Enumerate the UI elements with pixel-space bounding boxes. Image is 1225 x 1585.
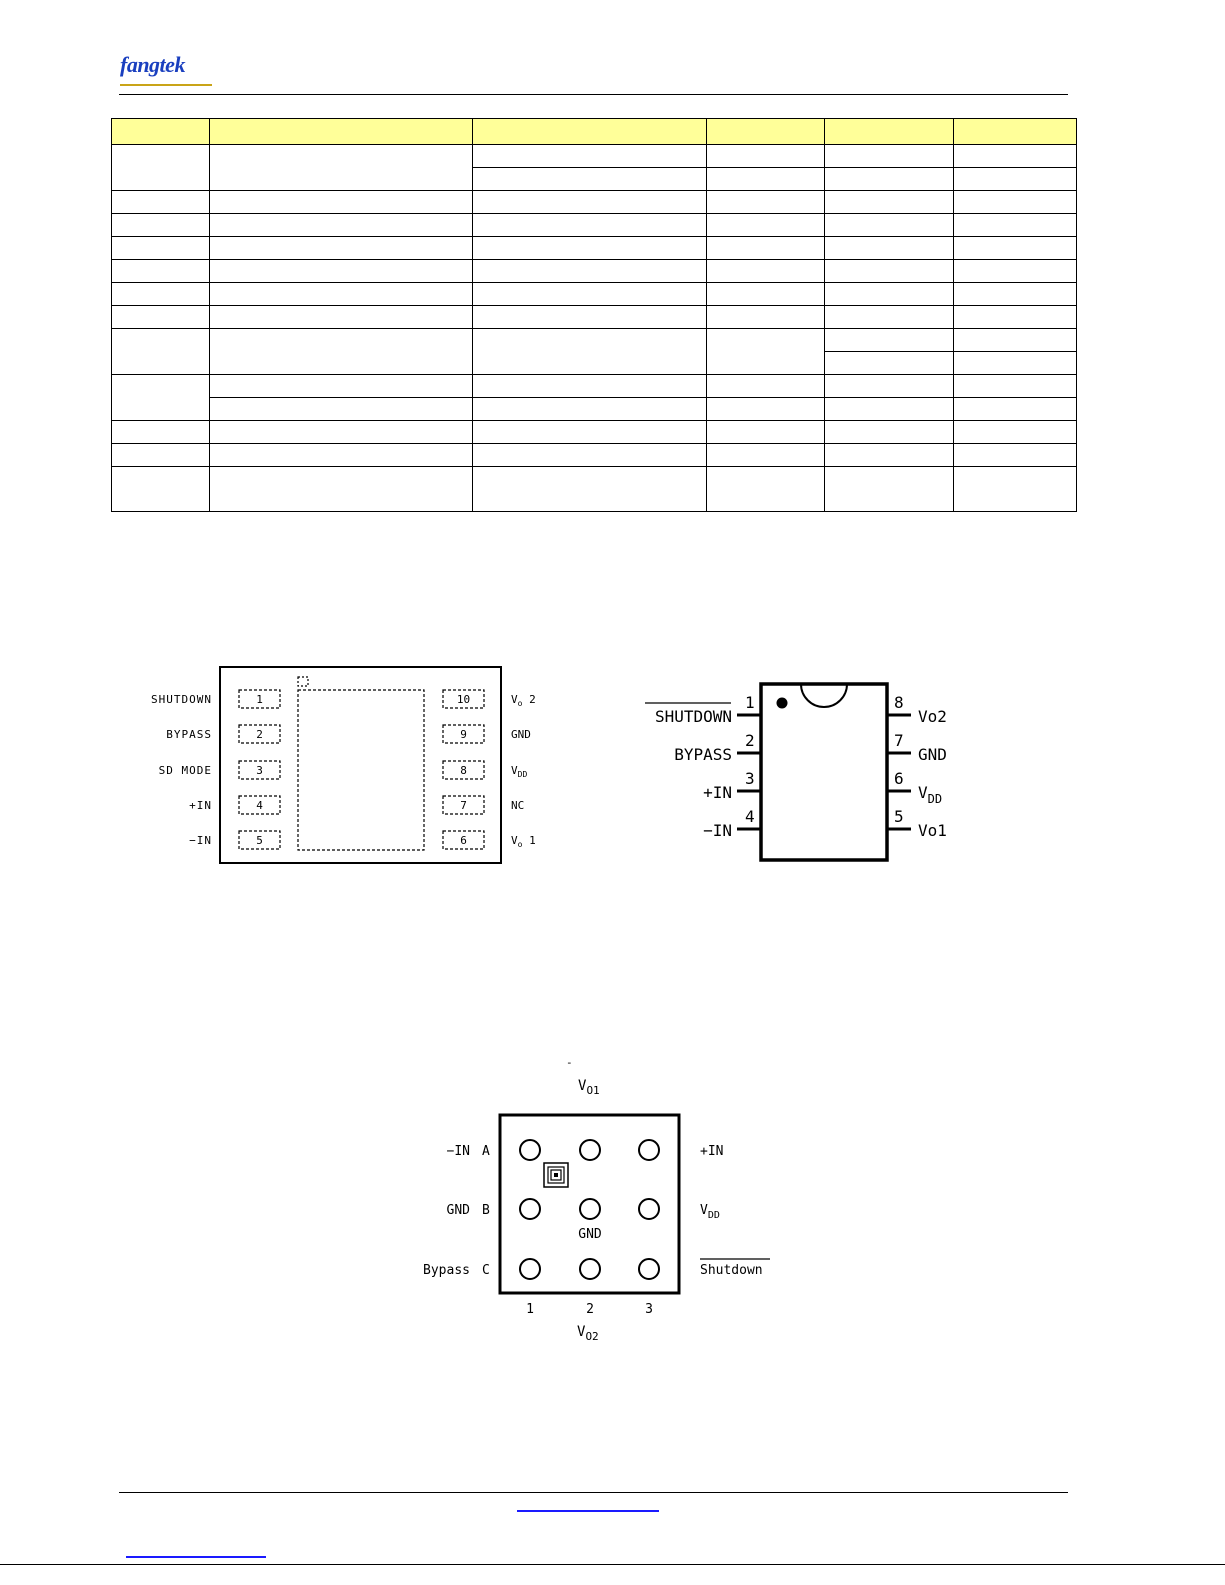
- qfn10-pin-5: [189, 831, 280, 849]
- bump-a3: [639, 1140, 659, 1160]
- footer-rule: [119, 1492, 1068, 1493]
- pin-number: 10: [456, 693, 471, 706]
- pin-number: 7: [894, 731, 904, 750]
- bump-a1: [520, 1140, 540, 1160]
- pin-label: $V_{DD}$: [918, 783, 943, 806]
- pin-number: 3: [745, 769, 755, 788]
- bump-c1: [520, 1259, 540, 1279]
- stray-dash: -: [566, 1056, 573, 1069]
- bump-b3: [639, 1199, 659, 1219]
- soic8-body: [761, 684, 887, 860]
- pin-number: 4: [256, 799, 263, 812]
- row-letter: B: [482, 1203, 490, 1218]
- top-output-label: $V_{O1}$: [578, 1078, 600, 1097]
- pin-label: −IN: [703, 821, 732, 840]
- qfn10-pin1-mark: [298, 677, 308, 686]
- bump-b2: [580, 1199, 600, 1219]
- pin-number: 4: [745, 807, 755, 826]
- row-letter: A: [482, 1144, 490, 1159]
- footer-link[interactable]: [517, 1510, 659, 1512]
- bga9-body: [500, 1115, 679, 1293]
- bump-b1: [520, 1199, 540, 1219]
- qfn10-pin-9: [443, 725, 531, 743]
- pin-number: 5: [256, 834, 263, 847]
- pin-number: 8: [894, 693, 904, 712]
- bump-c3: [639, 1259, 659, 1279]
- pin-number: 1: [256, 693, 263, 706]
- pin-label: Vo1: [918, 821, 947, 840]
- column-number: 3: [645, 1302, 653, 1317]
- pin-label: +IN: [700, 1144, 724, 1159]
- orientation-mark: [544, 1163, 568, 1187]
- pin-label: +IN: [703, 783, 732, 802]
- pin-label: $V_o$ 1: [511, 834, 536, 849]
- pin-label: GND: [446, 1203, 470, 1218]
- pin-label: SHUTDOWN: [654, 707, 732, 726]
- qfn10-pin-6: [443, 831, 536, 849]
- pin-label: $V_o$ 2: [511, 693, 536, 708]
- bump-c2: [580, 1259, 600, 1279]
- pin-number: 1: [745, 693, 755, 712]
- pin-label: $V_{DD}$: [700, 1203, 720, 1221]
- qfn10-pin-8: [443, 761, 527, 779]
- pin-label: Bypass: [423, 1263, 470, 1278]
- bottom-link[interactable]: [126, 1556, 266, 1558]
- bottom-rule: [0, 1564, 1225, 1565]
- pin-label: −IN: [446, 1144, 470, 1159]
- pin-label: NC: [511, 799, 525, 812]
- qfn10-pin-2: [166, 725, 280, 743]
- qfn10-exposed-pad: [298, 690, 424, 850]
- pin-number: 2: [256, 728, 263, 741]
- pin-label: BYPASS: [166, 728, 212, 741]
- qfn10-pin-4: [189, 796, 280, 814]
- pin-label: −IN: [189, 834, 212, 847]
- bottom-output-label: $V_{O2}$: [577, 1324, 599, 1343]
- row-letter: C: [482, 1263, 490, 1278]
- pin-label: GND: [918, 745, 947, 764]
- pin-label: +IN: [189, 799, 212, 812]
- center-gnd-label: GND: [578, 1227, 602, 1242]
- column-number: 2: [586, 1302, 594, 1317]
- pin-number: 6: [894, 769, 904, 788]
- pin-label: SHUTDOWN: [151, 693, 212, 706]
- pin-number: 3: [256, 764, 263, 777]
- pin-label: SD MODE: [158, 764, 212, 777]
- pin-label: Vo2: [918, 707, 947, 726]
- soic8-pin1-dot: [777, 698, 788, 709]
- soic8-package: [645, 684, 947, 860]
- pin-number: 9: [460, 728, 467, 741]
- pin-label: Shutdown: [700, 1263, 763, 1278]
- pin-number: 2: [745, 731, 755, 750]
- qfn10-pin-7: [443, 796, 524, 814]
- pin-label: BYPASS: [674, 745, 732, 764]
- qfn10-package: [151, 667, 536, 863]
- pin-number: 8: [460, 764, 467, 777]
- bga9-package: [423, 1056, 770, 1343]
- pin-number: 6: [460, 834, 467, 847]
- qfn10-pin-1: [151, 690, 280, 708]
- column-number: 1: [526, 1302, 534, 1317]
- pin-label: $V_{DD}$: [511, 764, 528, 779]
- soic8-notch: [801, 684, 847, 707]
- pin-number: 5: [894, 807, 904, 826]
- pin-number: 7: [460, 799, 467, 812]
- pin-label: GND: [511, 728, 531, 741]
- bump-a2: [580, 1140, 600, 1160]
- qfn10-pin-10: [443, 690, 536, 708]
- company-logo: fangtek: [120, 52, 185, 77]
